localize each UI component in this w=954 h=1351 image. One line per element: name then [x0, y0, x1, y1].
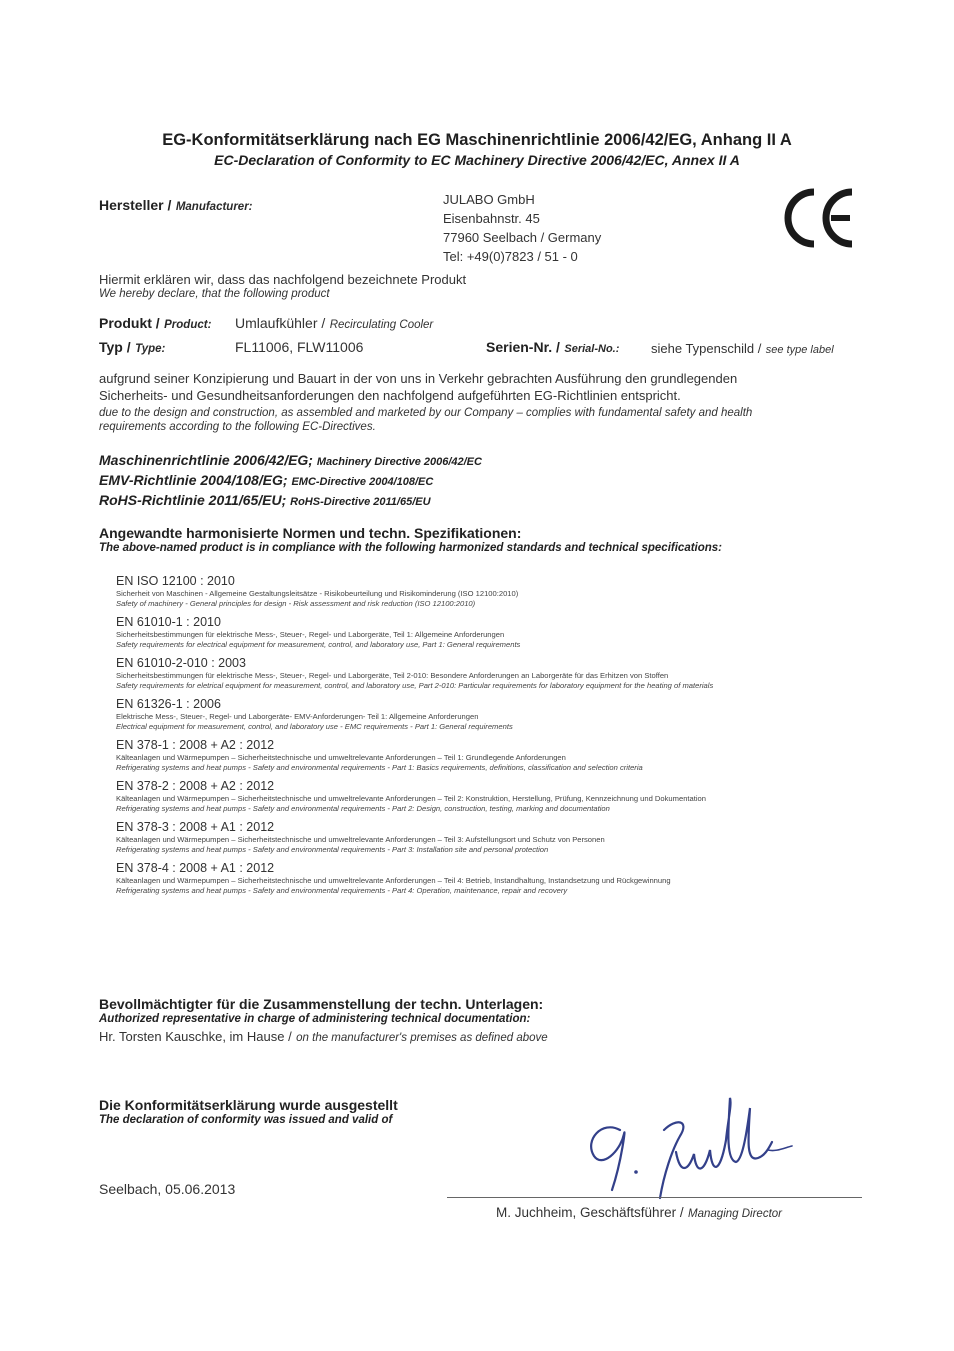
- compliance-english-2: requirements according to the following EC-Directives.: [99, 421, 376, 433]
- type-value: FL11006, FLW11006: [235, 339, 364, 355]
- standard-item: EN 378-1 : 2008 + A2 : 2012 Kälteanlagen und Wärmepumpen – Sicherheitstechnische und umweltrelevante Anforderungen – Teil 1: Grundlegende Anforderungen Refrigerating systems and heat pumps - Safety and environmental requirements - Part 1: Basics requirements, definitions, classification and selection criteria: [116, 738, 643, 772]
- compliance-english-1: due to the design and construction, as assembled and marketed by our Company – complies with fundamental safety and health: [99, 407, 753, 419]
- issued-heading-german: Die Konformitätserklärung wurde ausgestellt: [99, 1097, 398, 1113]
- directives-list: [99, 451, 482, 511]
- representative-heading-german: Bevollmächtigter für die Zusammenstellung der techn. Unterlagen:: [99, 996, 544, 1012]
- serial-label: Serien-Nr. / Serial-No.:: [486, 339, 620, 355]
- manufacturer-address: [443, 190, 601, 266]
- standard-item: EN 61010-1 : 2010 Sicherheitsbestimmungen für elektrische Mess-, Steuer-, Regel- und Laborgeräte, Teil 1: Allgemeine Anforderungen Safety requirements for electrical equipment for measurement, control, and laboratory use, Part 1: General requirements: [116, 615, 521, 649]
- handwritten-signature: [572, 1090, 802, 1202]
- declare-german: Hiermit erklären wir, dass das nachfolgend bezeichnete Produkt: [99, 272, 467, 287]
- standard-item: EN 378-4 : 2008 + A1 : 2012 Kälteanlagen und Wärmepumpen – Sicherheitstechnische und umweltrelevante Anforderungen – Teil 4: Betrieb, Instandhaltung, Instandsetzung und Rückgewinnung Refrigerating systems and heat pumps - Safety and environmental requirements - Part 4: Operation, maintenance, repair and recovery: [116, 861, 671, 895]
- directive-item: Maschinenrichtlinie 2006/42/EG; Machinery Directive 2006/42/EC: [99, 452, 482, 468]
- standards-heading-german: Angewandte harmonisierte Normen und techn. Spezifikationen:: [99, 525, 522, 541]
- manufacturer-tel: Tel: +49(0)7823 / 51 - 0: [443, 249, 578, 264]
- standard-item: EN ISO 12100 : 2010 Sicherheit von Maschinen - Allgemeine Gestaltungsleitsätze - Risikobeurteilung und Risikominderung (ISO 12100:2010) Safety of machinery - General principles for design - Risk assessment and risk reduction (ISO 12100:2010): [116, 574, 519, 608]
- compliance-german-2: Sicherheits- und Gesundheitsanforderungen den nachfolgend aufgeführten EG-Richtlinien entspricht.: [99, 388, 681, 403]
- ce-mark-logo: [782, 186, 862, 250]
- standards-heading-english: The above-named product is in compliance with the following harmonized standards and technical specifications:: [99, 542, 723, 554]
- standard-item: EN 61326-1 : 2006 Elektrische Mess-, Steuer-, Regel- und Laborgeräte- EMV-Anforderungen- Teil 1: Allgemeine Anforderungen Electrical equipment for measurement, control, and laboratory use - EMC requirements - Part 1: General requirements: [116, 697, 513, 731]
- product-line: Produkt / Product:: [99, 315, 212, 331]
- directive-item: EMV-Richtlinie 2004/108/EG; EMC-Directive 2004/108/EC: [99, 472, 434, 488]
- manufacturer-label: Hersteller / Manufacturer:: [99, 197, 253, 213]
- standard-item: EN 378-2 : 2008 + A2 : 2012 Kälteanlagen und Wärmepumpen – Sicherheitstechnische und umweltrelevante Anforderungen – Teil 2: Konstruktion, Herstellung, Prüfung, Kennzeichnung und Dokumentation Refrigerating systems and heat pumps - Safety and environmental requirements - Part 2: Design, construction, testing, marking and documentation: [116, 779, 707, 813]
- standard-item: EN 378-3 : 2008 + A1 : 2012 Kälteanlagen und Wärmepumpen – Sicherheitstechnische und umweltrelevante Anforderungen – Teil 3: Aufstellungsort und Schutz von Personen Refrigerating systems and heat pumps - Safety and environmental requirements - Part 3: Installation site and personal protection: [116, 820, 605, 854]
- issued-heading-english: The declaration of conformity was issued and valid of: [99, 1114, 393, 1126]
- type-label: Typ / Type:: [99, 339, 166, 355]
- title-english: EC-Declaration of Conformity to EC Machinery Directive 2006/42/EC, Annex II A: [214, 152, 740, 168]
- declare-english: We hereby declare, that the following product: [99, 288, 330, 300]
- compliance-german-1: aufgrund seiner Konzipierung und Bauart in der von uns in Verkehr gebrachten Ausführung den grundlegenden: [99, 371, 738, 386]
- standards-list: [116, 574, 816, 902]
- signatory: M. Juchheim, Geschäftsführer / Managing Director: [496, 1205, 782, 1220]
- title-german: EG-Konformitätserklärung nach EG Maschinenrichtlinie 2006/42/EG, Anhang II A: [162, 131, 792, 149]
- product-value: Umlaufkühler / Recirculating Cooler: [235, 315, 434, 331]
- signature-line: [447, 1197, 862, 1198]
- manufacturer-street: Eisenbahnstr. 45: [443, 211, 540, 226]
- directive-item: RoHS-Richtlinie 2011/65/EU; RoHS-Directive 2011/65/EU: [99, 492, 431, 508]
- manufacturer-city: 77960 Seelbach / Germany: [443, 230, 602, 245]
- representative-name: Hr. Torsten Kauschke, im Hause / on the manufacturer's premises as defined above: [99, 1029, 548, 1044]
- standard-item: EN 61010-2-010 : 2003 Sicherheitsbestimmungen für elektrische Mess-, Steuer-, Regel- und Laborgeräte, Teil 2-010: Besondere Anforderungen an Laborgeräte für das Erhitzen von Stoffen Safety requirements for eletrical equipment for measurement, control, and laboratory use, Part 2-010: Particular requirements for laboratory equipment for the heating of materials: [116, 656, 714, 690]
- manufacturer-name: JULABO GmbH: [443, 192, 535, 207]
- place-date: Seelbach, 05.06.2013: [99, 1181, 236, 1197]
- representative-heading-english: Authorized representative in charge of administering technical documentation:: [99, 1013, 531, 1025]
- serial-value: siehe Typenschild / see type label: [651, 341, 834, 356]
